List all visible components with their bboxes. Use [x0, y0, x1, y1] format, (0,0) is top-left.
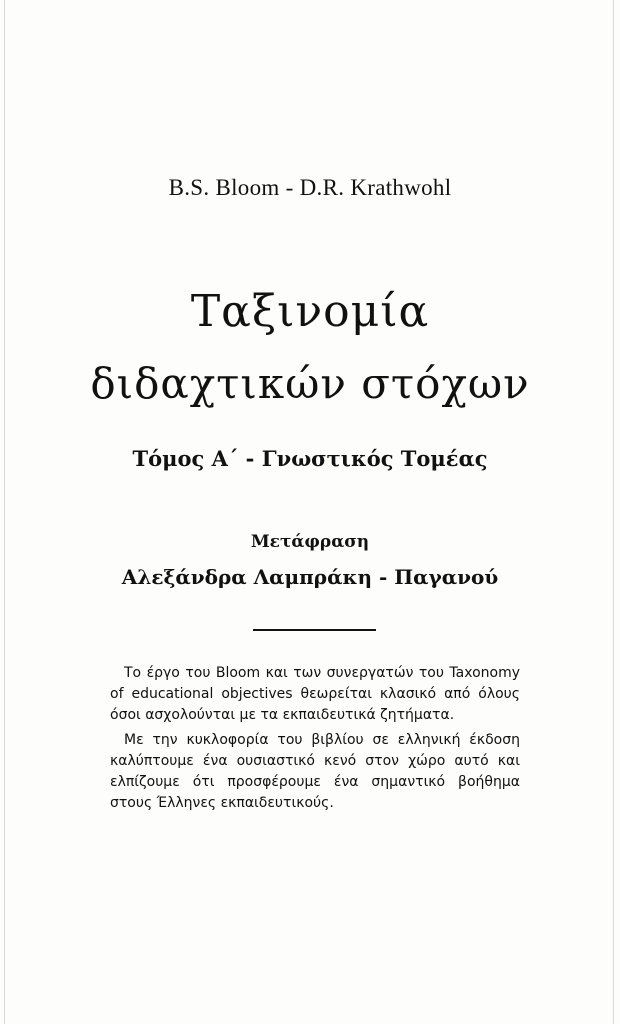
page-right-edge	[613, 0, 614, 1024]
volume-subtitle: Τόμος Α΄ - Γνωστικός Τομέας	[132, 446, 488, 471]
title-line-1: Ταξινομία	[190, 286, 430, 337]
title-line-2: διδαχτικών στόχων	[90, 359, 530, 408]
translation-label: Μετάφραση	[250, 532, 370, 552]
blurb-paragraph: Το έργο του Bloom και των συνεργατών του Taxonomy of educational objectives θεωρείται κλασικό από όλους όσοι ασχολούνται με τα εκπαιδευτικά ζητήματα.	[110, 665, 520, 723]
divider-rule	[253, 629, 376, 631]
blurb-text	[110, 663, 520, 814]
authors: B.S. Bloom - D.R. Krathwohl	[168, 175, 452, 200]
blurb-paragraph: Με την κυκλοφορία του βιβλίου σε ελληνική έκδοση καλύπτουμε ένα ουσιαστικό κενό στον χώρο αυτό και ελπίζουμε ότι προσφέρουμε ένα σημαντικό βοήθημα στους Έλληνες εκπαιδευτικούς.	[110, 732, 520, 811]
translator-name: Αλεξάνδρα Λαμπράκη - Παγανού	[121, 565, 499, 589]
page-left-edge	[4, 0, 5, 1024]
